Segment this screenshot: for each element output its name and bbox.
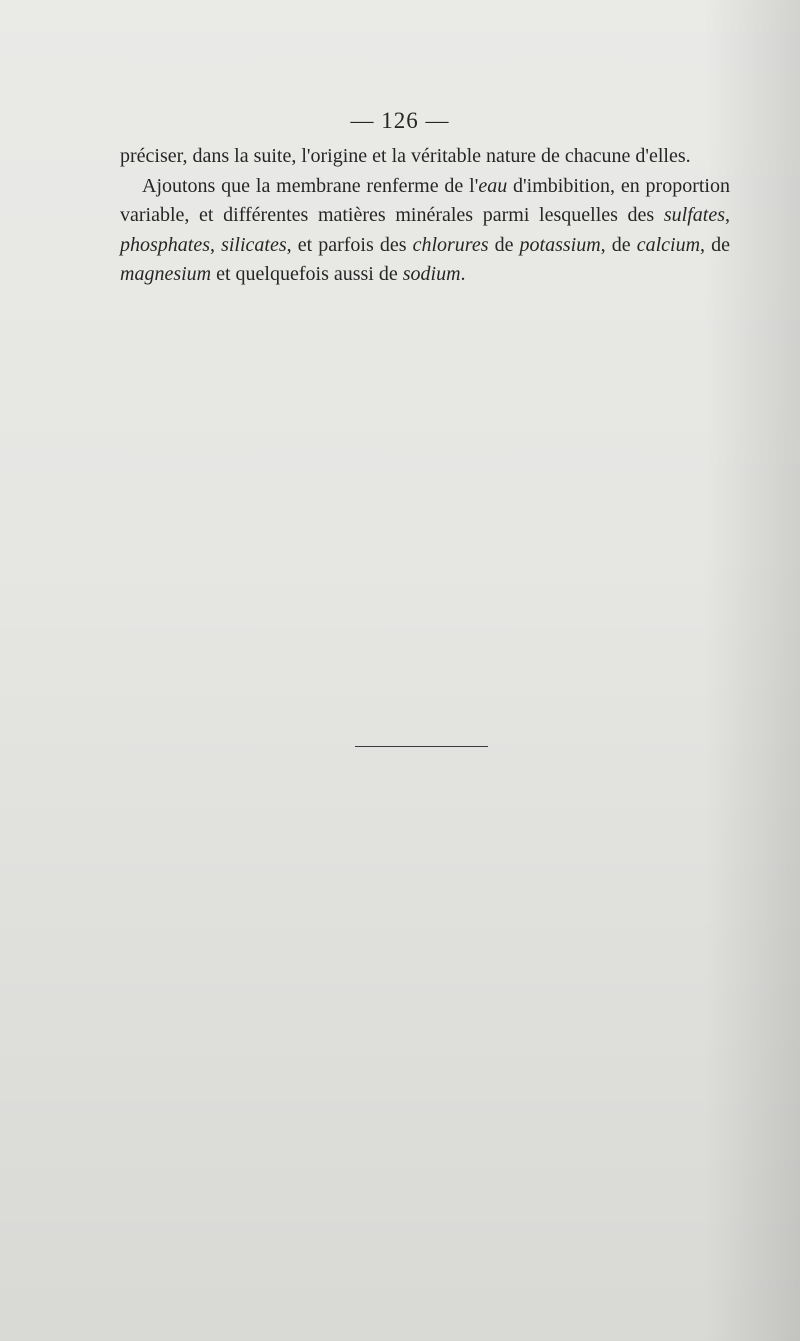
italic-term: potassium [519,233,601,256]
text-run: d'imbibition, en proportion variable, et différentes matières minérales parmi lesquelles des [120,174,730,226]
text-run: , de [600,233,637,256]
italic-term: magnesium [120,263,212,285]
text-run: , de [700,233,730,256]
italic-term: phosphates [120,233,210,256]
text-run: , et parfois des [286,233,413,256]
text-run: , [725,204,730,226]
text-run: et quelquefois aussi de [211,263,403,285]
page-number: — 126 — [350,108,450,133]
body-text [120,142,730,290]
text-run: Ajoutons que la membrane renferme de l' [142,174,479,197]
italic-term: calcium [636,233,701,256]
text-run: , [210,233,222,256]
paragraph-1: préciser, dans la suite, l'origine et la véritable nature de chacune d'elles. [120,145,691,167]
text-run: . [460,263,466,285]
italic-term: chlorures [412,233,489,256]
italic-term: sulfates [663,204,725,226]
italic-term: eau [478,174,508,197]
paragraph-2 [120,172,730,290]
section-end-rule [355,746,488,747]
italic-term: silicates [221,233,287,256]
text-run: de [488,233,520,256]
italic-term: sodium [402,263,461,285]
